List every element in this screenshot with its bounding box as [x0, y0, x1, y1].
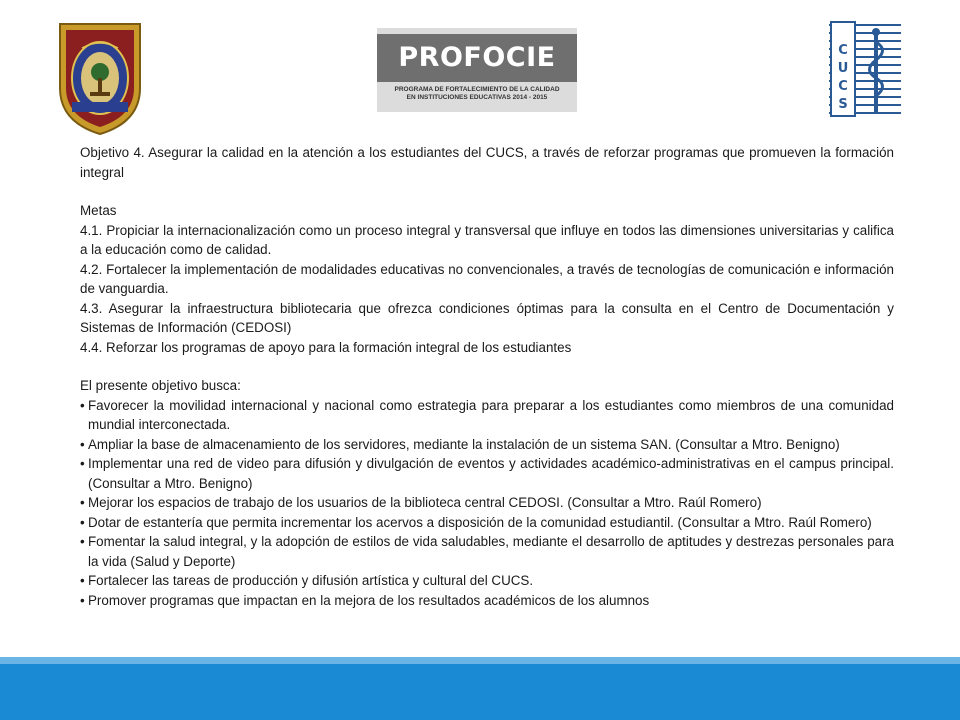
- metas-heading: Metas: [80, 203, 117, 218]
- spacer: [80, 357, 894, 376]
- profocie-subtitle: [381, 86, 573, 102]
- bullet-item: • Favorecer la movilidad internacional y nacional como estrategia para preparar a los estudiantes como miembros de una comunidad mundial interconectada.: [80, 396, 894, 435]
- bullet-item: • Fortalecer las tareas de producción y difusión artística y cultural del CUCS.: [80, 571, 894, 591]
- svg-text:C: C: [838, 79, 848, 94]
- profocie-title: PROFOCIE: [377, 34, 577, 82]
- meta-item: 4.4. Reforzar los programas de apoyo para la formación integral de los estudiantes: [80, 339, 572, 355]
- content-body: [80, 143, 894, 610]
- footer-band: [0, 664, 960, 720]
- cucs-logo-icon: [829, 20, 901, 118]
- bullet-item: • Promover programas que impactan en la mejora de los resultados académicos de los alumnos: [80, 591, 894, 611]
- meta-item: 4.1. Propiciar la internacionalización como un proceso integral y transversal que influye en todos las dimensiones universitarias y califica a la educación como de calidad.: [80, 222, 894, 257]
- svg-text:C: C: [838, 43, 848, 58]
- bullet-item: • Mejorar los espacios de trabajo de los usuarios de la biblioteca central CEDOSI. (Consultar a Mtro. Raúl Romero): [80, 493, 894, 513]
- busca-heading: El presente objetivo busca:: [80, 378, 241, 393]
- svg-text:S: S: [838, 97, 848, 112]
- footer-accent-line: [0, 657, 960, 664]
- bullet-item: • Fomentar la salud integral, y la adopción de estilos de vida saludables, mediante el desarrollo de aptitudes y destrezas personales para la vida (Salud y Deporte): [80, 532, 894, 571]
- profocie-subtitle-line2: EN INSTITUCIONES EDUCATIVAS 2014 - 2015: [406, 94, 548, 101]
- spacer: [80, 182, 894, 201]
- bullet-item: • Ampliar la base de almacenamiento de los servidores, mediante la instalación de un sistema SAN. (Consultar a Mtro. Benigno): [80, 435, 894, 455]
- profocie-subtitle-line1: PROGRAMA DE FORTALECIMIENTO DE LA CALIDAD: [394, 86, 560, 93]
- udg-seal-icon: [52, 18, 148, 136]
- objective-text: Objetivo 4. Asegurar la calidad en la atención a los estudiantes del CUCS, a través de reforzar programas que promueven la formación integral: [80, 145, 894, 180]
- bullet-item: • Dotar de estantería que permita incrementar los acervos a disposición de la comunidad estudiantil. (Consultar a Mtro. Raúl Romero): [80, 513, 894, 533]
- meta-item: 4.3. Asegurar la infraestructura bibliotecaria que ofrezca condiciones óptimas para la consulta en el Centro de Documentación y Sistemas de Información (CEDOSI): [80, 300, 894, 335]
- bullet-item: • Implementar una red de video para difusión y divulgación de eventos y actividades académico-administrativas en el campus principal. (Consultar a Mtro. Benigno): [80, 454, 894, 493]
- svg-text:U: U: [837, 61, 849, 76]
- profocie-logo: [377, 28, 577, 112]
- meta-item: 4.2. Fortalecer la implementación de modalidades educativas no convencionales, a través de tecnologías de comunicación e información de vanguardia.: [80, 261, 894, 296]
